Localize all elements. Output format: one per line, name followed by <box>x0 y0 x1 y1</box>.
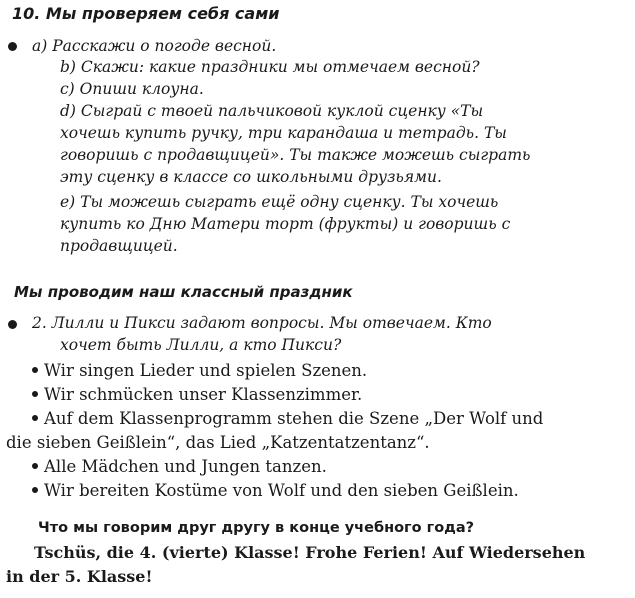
german-item-1: Wir singen Lieder und spielen Szenen. <box>32 360 367 382</box>
german-item-5: Wir bereiten Kostüme von Wolf und den sieben Geißlein. <box>32 480 519 502</box>
bullet-icon <box>32 487 38 493</box>
bullet-icon <box>8 42 17 51</box>
task-e-line-1: e) Ты можешь сыграть ещё одну сценку. Ты хочешь <box>60 193 499 211</box>
task-b-line: b) Скажи: какие праздники мы отмечаем весной? <box>60 58 480 76</box>
bullet-icon <box>8 320 17 329</box>
bullet-icon <box>32 415 38 421</box>
task-d-line-3: говоришь с продавщицей». Ты также можешь сыграть <box>60 146 531 164</box>
task-d-line-4: эту сценку в классе со школьными друзьями. <box>60 168 442 186</box>
task-e-line-2: купить ко Дню Матери торт (фрукты) и говоришь с <box>60 215 511 233</box>
task-2-line-1: 2. Лилли и Пикси задают вопросы. Мы отвечаем. Кто <box>32 314 492 332</box>
bullet-icon <box>32 367 38 373</box>
task-c-line: c) Опиши клоуна. <box>60 80 204 98</box>
question-heading: Что мы говорим друг другу в конце учебного года? <box>38 520 475 536</box>
task-d-line-1: d) Сыграй с твоей пальчиковой куклой сценку «Ты <box>60 102 484 120</box>
exercise-heading: 10. Мы проверяем себя сами <box>12 4 280 23</box>
task-2-line-2: хочет быть Лилли, а кто Пикси? <box>60 336 342 354</box>
section-heading: Мы проводим наш классный праздник <box>14 283 353 301</box>
task-d-line-2: хочешь купить ручку, три карандаша и тетрадь. Ты <box>60 124 507 142</box>
task-a-line: a) Расскажи о погоде весной. <box>32 37 277 55</box>
german-item-2: Wir schmücken unser Klassenzimmer. <box>32 384 362 406</box>
bullet-icon <box>32 463 38 469</box>
german-item-3-line-1: Auf dem Klassenprogramm stehen die Szene „Der Wolf und <box>32 408 543 430</box>
german-item-4: Alle Mädchen und Jungen tanzen. <box>32 456 327 478</box>
german-item-3-line-2: die sieben Geißlein“, das Lied „Katzentatzentanz“. <box>6 433 430 452</box>
task-e-line-3: продавщицей. <box>60 237 178 255</box>
closing-line-2: in der 5. Klasse! <box>6 567 153 586</box>
closing-line-1: Tschüs, die 4. (vierte) Klasse! Frohe Ferien! Auf Wiedersehen <box>34 543 586 562</box>
bullet-icon <box>32 391 38 397</box>
